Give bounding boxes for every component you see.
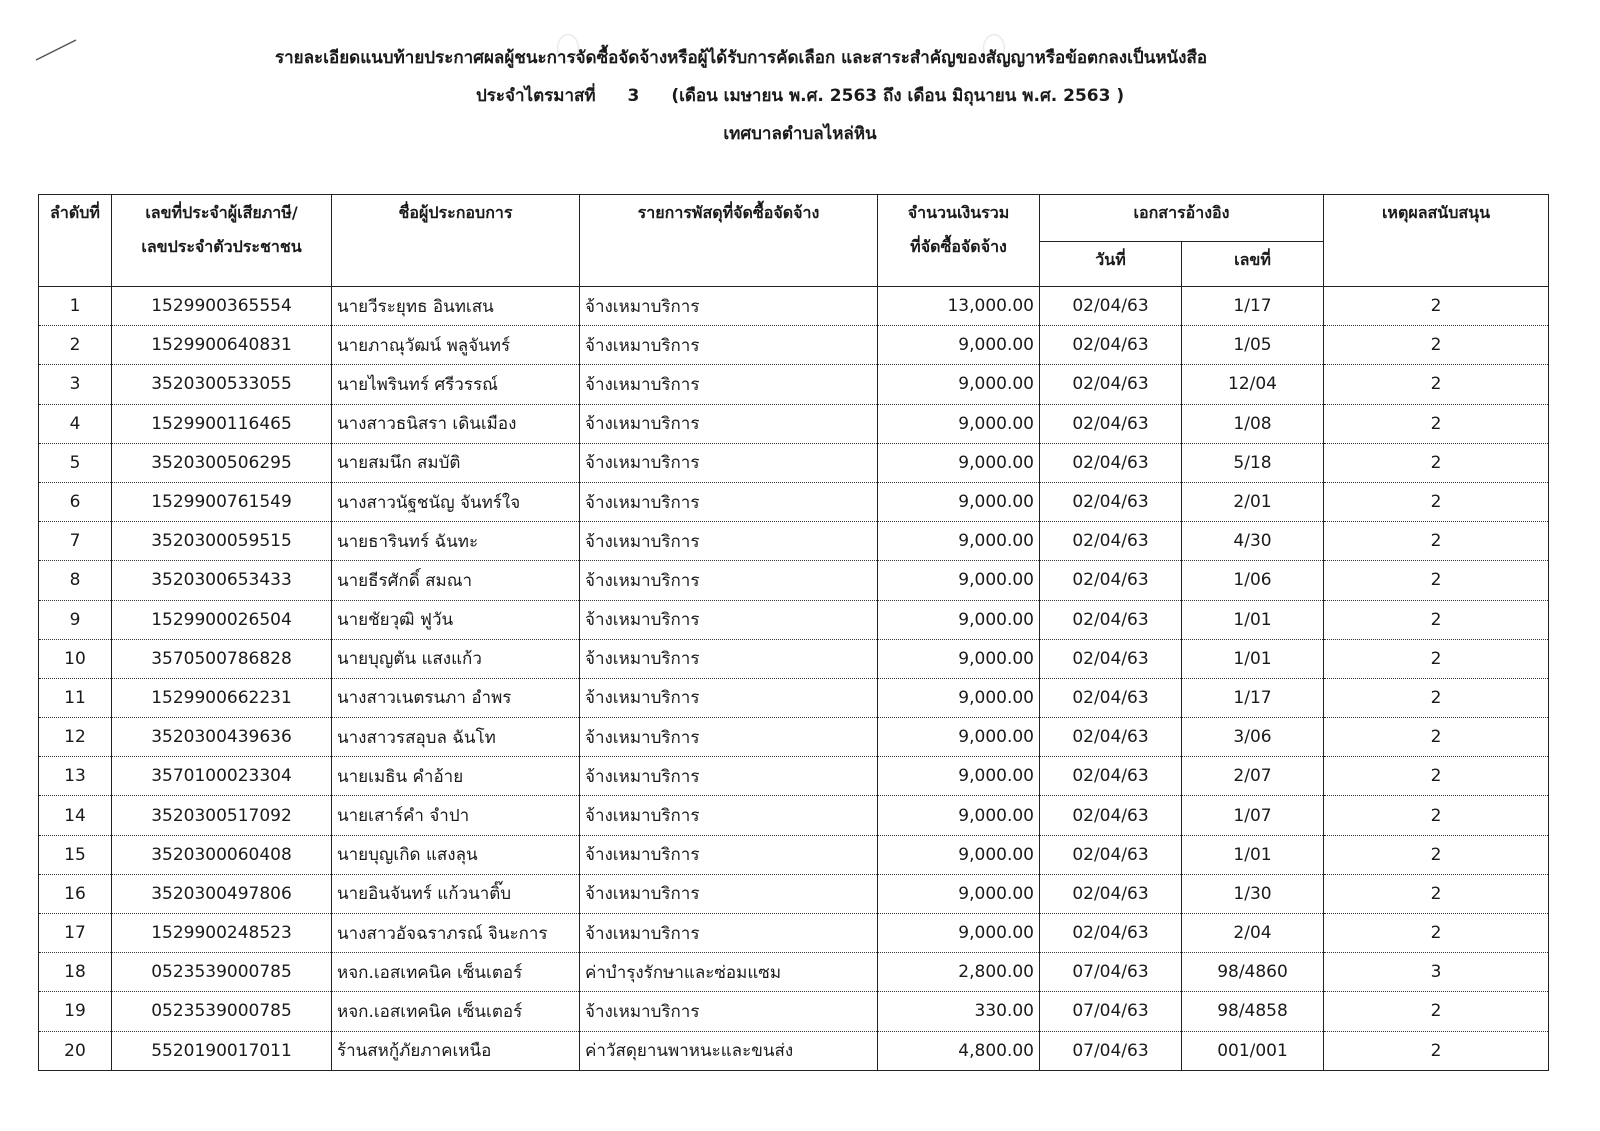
cell-item: จ้างเหมาบริการ — [580, 522, 878, 561]
cell-vendor: นายไพรินทร์ ศรีวรรณ์ — [332, 365, 580, 404]
cell-tax-id: 0523539000785 — [112, 953, 332, 992]
cell-vendor: นายบุญตัน แสงแก้ว — [332, 639, 580, 678]
quarter-line — [476, 86, 1150, 106]
cell-no: 2 — [39, 326, 112, 365]
cell-reason: 2 — [1324, 365, 1549, 404]
cell-date: 02/04/63 — [1040, 914, 1182, 953]
cell-no: 5 — [39, 443, 112, 482]
cell-item: จ้างเหมาบริการ — [580, 600, 878, 639]
cell-tax-id: 3520300506295 — [112, 443, 332, 482]
cell-vendor: หจก.เอสเทคนิค เซ็นเตอร์ — [332, 953, 580, 992]
cell-no: 12 — [39, 718, 112, 757]
table-row — [39, 365, 1549, 404]
cell-item: จ้างเหมาบริการ — [580, 326, 878, 365]
cell-date: 07/04/63 — [1040, 953, 1182, 992]
cell-date: 02/04/63 — [1040, 287, 1182, 326]
cell-reason: 2 — [1324, 992, 1549, 1031]
cell-item: จ้างเหมาบริการ — [580, 874, 878, 913]
cell-doc-no: 1/01 — [1182, 600, 1324, 639]
cell-vendor: นายชัยวุฒิ ฟูวัน — [332, 600, 580, 639]
col-header-item: รายการพัสดุที่จัดซื้อจัดจ้าง — [580, 195, 878, 287]
table-row — [39, 482, 1549, 521]
cell-vendor: นายบุญเกิด แสงลุน — [332, 835, 580, 874]
cell-no: 14 — [39, 796, 112, 835]
cell-vendor: นายภาณุวัฒน์ พลูจันทร์ — [332, 326, 580, 365]
cell-amount: 9,000.00 — [878, 914, 1040, 953]
cell-item: จ้างเหมาบริการ — [580, 482, 878, 521]
cell-tax-id: 1529900026504 — [112, 600, 332, 639]
cell-item: จ้างเหมาบริการ — [580, 718, 878, 757]
cell-date: 02/04/63 — [1040, 443, 1182, 482]
cell-item: จ้างเหมาบริการ — [580, 914, 878, 953]
quarter-prefix: ประจำไตรมาสที่ — [476, 86, 596, 106]
col-header-amount: จำนวนเงินรวม ที่จัดซื้อจัดจ้าง — [878, 195, 1040, 287]
cell-reason: 2 — [1324, 1031, 1549, 1070]
cell-no: 7 — [39, 522, 112, 561]
table-row — [39, 639, 1549, 678]
cell-item: จ้างเหมาบริการ — [580, 561, 878, 600]
cell-tax-id: 3570100023304 — [112, 757, 332, 796]
cell-date: 02/04/63 — [1040, 326, 1182, 365]
cell-reason: 2 — [1324, 678, 1549, 717]
cell-reason: 2 — [1324, 287, 1549, 326]
table-row — [39, 914, 1549, 953]
table-row — [39, 953, 1549, 992]
cell-reason: 2 — [1324, 443, 1549, 482]
cell-date: 02/04/63 — [1040, 835, 1182, 874]
cell-amount: 9,000.00 — [878, 835, 1040, 874]
cell-vendor: นางสาวอัจฉราภรณ์ จินะการ — [332, 914, 580, 953]
cell-no: 18 — [39, 953, 112, 992]
cell-no: 15 — [39, 835, 112, 874]
cell-amount: 9,000.00 — [878, 718, 1040, 757]
cell-no: 1 — [39, 287, 112, 326]
cell-date: 07/04/63 — [1040, 992, 1182, 1031]
table-row — [39, 443, 1549, 482]
cell-item: จ้างเหมาบริการ — [580, 404, 878, 443]
cell-date: 02/04/63 — [1040, 600, 1182, 639]
cell-doc-no: 1/30 — [1182, 874, 1324, 913]
cell-tax-id: 1529900365554 — [112, 287, 332, 326]
cell-tax-id: 0523539000785 — [112, 992, 332, 1031]
cell-doc-no: 001/001 — [1182, 1031, 1324, 1070]
cell-doc-no: 2/07 — [1182, 757, 1324, 796]
cell-no: 11 — [39, 678, 112, 717]
cell-reason: 2 — [1324, 522, 1549, 561]
cell-no: 3 — [39, 365, 112, 404]
cell-no: 4 — [39, 404, 112, 443]
cell-tax-id: 3520300517092 — [112, 796, 332, 835]
cell-amount: 9,000.00 — [878, 561, 1040, 600]
cell-item: จ้างเหมาบริการ — [580, 678, 878, 717]
col-header-no: ลำดับที่ — [39, 195, 112, 287]
cell-amount: 13,000.00 — [878, 287, 1040, 326]
cell-tax-id: 3520300439636 — [112, 718, 332, 757]
cell-tax-id: 3520300497806 — [112, 874, 332, 913]
cell-reason: 2 — [1324, 718, 1549, 757]
cell-item: จ้างเหมาบริการ — [580, 757, 878, 796]
cell-item: จ้างเหมาบริการ — [580, 992, 878, 1031]
cell-reason: 2 — [1324, 639, 1549, 678]
table-row — [39, 796, 1549, 835]
cell-date: 02/04/63 — [1040, 522, 1182, 561]
cell-tax-id: 1529900662231 — [112, 678, 332, 717]
cell-vendor: นายสมนึก สมบัติ — [332, 443, 580, 482]
cell-doc-no: 1/06 — [1182, 561, 1324, 600]
cell-date: 02/04/63 — [1040, 757, 1182, 796]
cell-vendor: นางสาวธนิสรา เดินเมือง — [332, 404, 580, 443]
cell-item: จ้างเหมาบริการ — [580, 639, 878, 678]
cell-reason: 2 — [1324, 326, 1549, 365]
cell-item: จ้างเหมาบริการ — [580, 443, 878, 482]
pen-stroke-mark — [34, 38, 78, 62]
table-body — [39, 287, 1549, 1071]
table-row — [39, 874, 1549, 913]
cell-date: 02/04/63 — [1040, 365, 1182, 404]
cell-tax-id: 1529900116465 — [112, 404, 332, 443]
cell-tax-id: 3520300533055 — [112, 365, 332, 404]
table-row — [39, 1031, 1549, 1070]
cell-amount: 2,800.00 — [878, 953, 1040, 992]
cell-reason: 2 — [1324, 561, 1549, 600]
table-row — [39, 326, 1549, 365]
cell-reason: 3 — [1324, 953, 1549, 992]
cell-doc-no: 4/30 — [1182, 522, 1324, 561]
cell-doc-no: 5/18 — [1182, 443, 1324, 482]
table-row — [39, 718, 1549, 757]
cell-vendor: นางสาวเนตรนภา อำพร — [332, 678, 580, 717]
cell-amount: 9,000.00 — [878, 796, 1040, 835]
cell-vendor: นายธารินทร์ ฉันทะ — [332, 522, 580, 561]
cell-tax-id: 1529900761549 — [112, 482, 332, 521]
cell-tax-id: 3520300060408 — [112, 835, 332, 874]
cell-reason: 2 — [1324, 874, 1549, 913]
col-header-tax-id: เลขที่ประจำผู้เสียภาษี/ เลขประจำตัวประชาชน — [112, 195, 332, 287]
cell-doc-no: 3/06 — [1182, 718, 1324, 757]
cell-item: จ้างเหมาบริการ — [580, 287, 878, 326]
cell-tax-id: 5520190017011 — [112, 1031, 332, 1070]
table-row — [39, 287, 1549, 326]
cell-date: 02/04/63 — [1040, 718, 1182, 757]
cell-vendor: นางสาวรสอุบล ฉันโท — [332, 718, 580, 757]
cell-tax-id: 3520300059515 — [112, 522, 332, 561]
cell-date: 02/04/63 — [1040, 482, 1182, 521]
cell-amount: 9,000.00 — [878, 482, 1040, 521]
cell-reason: 2 — [1324, 835, 1549, 874]
cell-vendor: นายเสาร์คำ จำปา — [332, 796, 580, 835]
document-title: รายละเอียดแนบท้ายประกาศผลผู้ชนะการจัดซื้อจัดจ้างหรือผู้ได้รับการคัดเลือก และสาระสำคัญของสัญญาหรือข้อตกลงเป็นหนังสือ — [275, 48, 1208, 68]
cell-date: 07/04/63 — [1040, 1031, 1182, 1070]
col-header-vendor: ชื่อผู้ประกอบการ — [332, 195, 580, 287]
quarter-number: 3 — [627, 86, 640, 106]
cell-item: จ้างเหมาบริการ — [580, 365, 878, 404]
cell-doc-no: 1/17 — [1182, 678, 1324, 717]
cell-amount: 9,000.00 — [878, 678, 1040, 717]
cell-doc-no: 2/01 — [1182, 482, 1324, 521]
table-row — [39, 757, 1549, 796]
cell-date: 02/04/63 — [1040, 678, 1182, 717]
cell-date: 02/04/63 — [1040, 796, 1182, 835]
cell-reason: 2 — [1324, 482, 1549, 521]
cell-no: 13 — [39, 757, 112, 796]
cell-amount: 330.00 — [878, 992, 1040, 1031]
cell-no: 16 — [39, 874, 112, 913]
cell-date: 02/04/63 — [1040, 639, 1182, 678]
table-row — [39, 678, 1549, 717]
cell-amount: 9,000.00 — [878, 639, 1040, 678]
cell-doc-no: 2/04 — [1182, 914, 1324, 953]
quarter-period: (เดือน เมษายน พ.ศ. 2563 ถึง เดือน มิถุนายน พ.ศ. 2563 ) — [671, 86, 1125, 106]
col-header-ref-doc: เอกสารอ้างอิง — [1040, 195, 1324, 242]
cell-amount: 9,000.00 — [878, 757, 1040, 796]
cell-no: 6 — [39, 482, 112, 521]
cell-doc-no: 98/4860 — [1182, 953, 1324, 992]
cell-tax-id: 1529900640831 — [112, 326, 332, 365]
cell-date: 02/04/63 — [1040, 404, 1182, 443]
cell-item: จ้างเหมาบริการ — [580, 835, 878, 874]
cell-tax-id: 3520300653433 — [112, 561, 332, 600]
table-row — [39, 835, 1549, 874]
cell-doc-no: 1/05 — [1182, 326, 1324, 365]
cell-item: จ้างเหมาบริการ — [580, 796, 878, 835]
cell-amount: 9,000.00 — [878, 443, 1040, 482]
cell-amount: 9,000.00 — [878, 600, 1040, 639]
cell-vendor: นายธีรศักดิ์ สมณา — [332, 561, 580, 600]
cell-no: 17 — [39, 914, 112, 953]
cell-reason: 2 — [1324, 796, 1549, 835]
cell-no: 20 — [39, 1031, 112, 1070]
cell-tax-id: 1529900248523 — [112, 914, 332, 953]
cell-vendor: นางสาวนัฐชนัญ จันทร์ใจ — [332, 482, 580, 521]
cell-no: 10 — [39, 639, 112, 678]
cell-doc-no: 1/01 — [1182, 835, 1324, 874]
cell-vendor: นายวีระยุทธ อินทเสน — [332, 287, 580, 326]
cell-reason: 2 — [1324, 600, 1549, 639]
cell-doc-no: 1/08 — [1182, 404, 1324, 443]
cell-reason: 2 — [1324, 404, 1549, 443]
cell-amount: 9,000.00 — [878, 522, 1040, 561]
col-header-reason: เหตุผลสนับสนุน — [1324, 195, 1549, 287]
table-row — [39, 561, 1549, 600]
cell-date: 02/04/63 — [1040, 561, 1182, 600]
cell-doc-no: 1/07 — [1182, 796, 1324, 835]
cell-reason: 2 — [1324, 757, 1549, 796]
cell-item: ค่าวัสดุยานพาหนะและขนส่ง — [580, 1031, 878, 1070]
cell-amount: 4,800.00 — [878, 1031, 1040, 1070]
cell-amount: 9,000.00 — [878, 874, 1040, 913]
cell-item: ค่าบำรุงรักษาและซ่อมแซม — [580, 953, 878, 992]
cell-no: 19 — [39, 992, 112, 1031]
table-row — [39, 600, 1549, 639]
cell-doc-no: 1/17 — [1182, 287, 1324, 326]
table-row — [39, 522, 1549, 561]
cell-vendor: นายเมธิน คำอ้าย — [332, 757, 580, 796]
cell-reason: 2 — [1324, 914, 1549, 953]
cell-doc-no: 1/01 — [1182, 639, 1324, 678]
cell-tax-id: 3570500786828 — [112, 639, 332, 678]
col-header-ref-no: เลขที่ — [1182, 242, 1324, 287]
cell-doc-no: 12/04 — [1182, 365, 1324, 404]
cell-date: 02/04/63 — [1040, 874, 1182, 913]
cell-vendor: ร้านสหกู้ภัยภาคเหนือ — [332, 1031, 580, 1070]
table-row — [39, 992, 1549, 1031]
cell-no: 8 — [39, 561, 112, 600]
cell-vendor: หจก.เอสเทคนิค เซ็นเตอร์ — [332, 992, 580, 1031]
cell-doc-no: 98/4858 — [1182, 992, 1324, 1031]
cell-amount: 9,000.00 — [878, 365, 1040, 404]
table-row — [39, 404, 1549, 443]
organization-name: เทศบาลตำบลไหล่หิน — [723, 124, 877, 144]
procurement-table — [38, 194, 1549, 1071]
cell-amount: 9,000.00 — [878, 326, 1040, 365]
cell-no: 9 — [39, 600, 112, 639]
col-header-ref-date: วันที่ — [1040, 242, 1182, 287]
cell-amount: 9,000.00 — [878, 404, 1040, 443]
cell-vendor: นายอินจันทร์ แก้วนาติ๊บ — [332, 874, 580, 913]
